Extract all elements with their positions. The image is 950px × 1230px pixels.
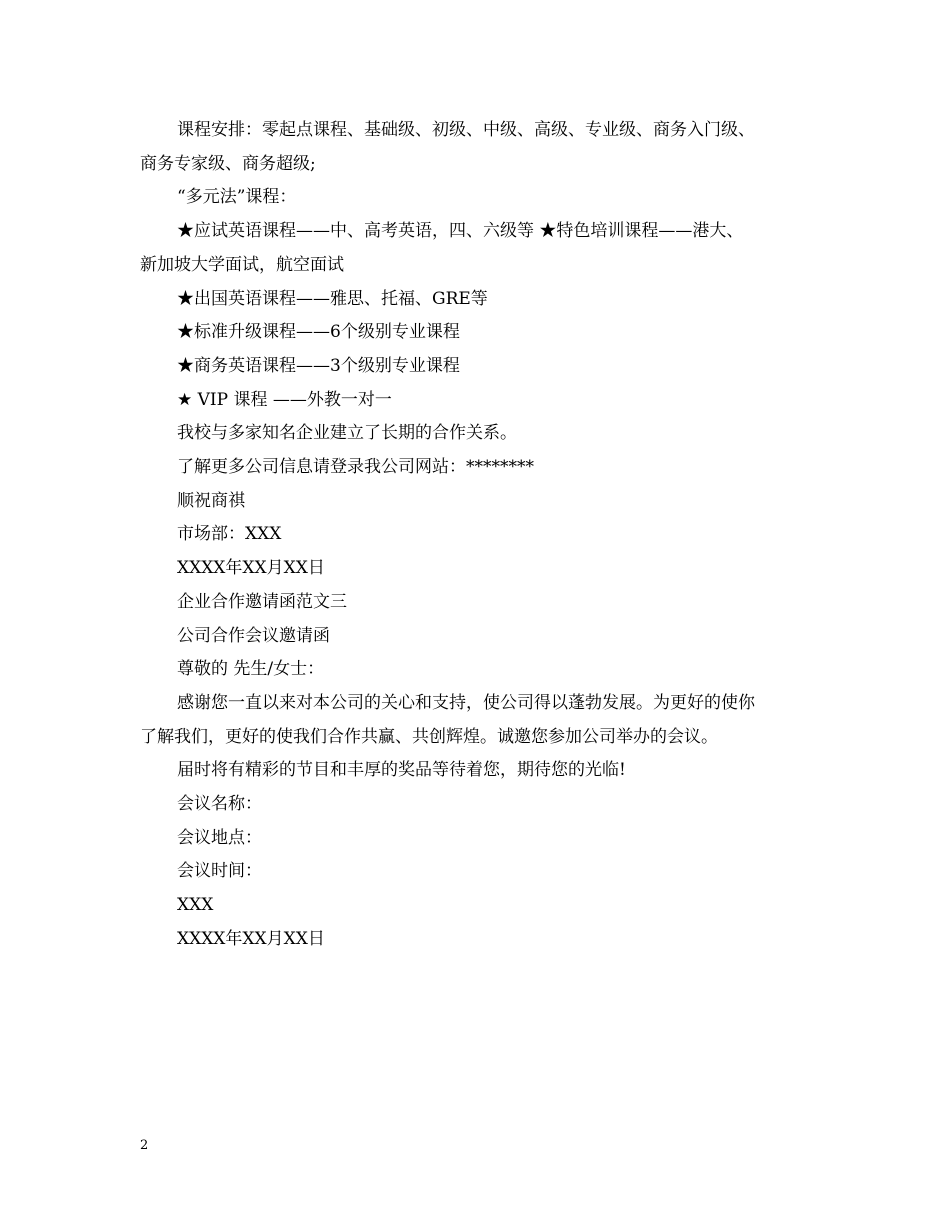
meeting-location-label: 会议地点： [177, 827, 262, 848]
page-number: 2 [140, 1138, 149, 1153]
closing-signature: XXX [177, 895, 214, 916]
signature-department: 市场部：XXX [177, 524, 282, 545]
meeting-time-label: 会议时间： [177, 861, 262, 882]
meeting-name-label: 会议名称： [177, 794, 262, 815]
closing-greeting: 顺祝商祺 [177, 490, 245, 511]
thanks-paragraph-line-cont: 了解我们，更好的使我们合作共赢、共创辉煌。诚邀您参加公司举办的会议。 [140, 726, 718, 747]
course-schedule-line: 课程安排：零起点课程、基础级、初级、中级、高级、专业级、商务入门级、 [177, 120, 755, 140]
partnership-line: 我校与多家知名企业建立了长期的合作关系。 [177, 423, 517, 444]
closing-date: XXXX年XX月XX日 [177, 928, 325, 949]
business-english-course-line: ★商务英语课程——3个级别专业课程 [177, 355, 460, 376]
website-line: 了解更多公司信息请登录我公司网站：******** [177, 457, 534, 478]
multi-method-heading: “多元法”课程： [177, 187, 297, 208]
program-prizes-line: 届时将有精彩的节目和丰厚的奖品等待着您，期待您的光临! [177, 760, 626, 781]
signature-date: XXXX年XX月XX日 [177, 558, 325, 579]
letter-title: 公司合作会议邀请函 [177, 625, 330, 646]
vip-course-line: ★ VIP 课程 ——外教一对一 [177, 389, 392, 410]
document-body [140, 114, 820, 957]
study-abroad-course-line: ★出国英语课程——雅思、托福、GRE等 [177, 288, 488, 309]
special-training-course-line-cont: 新加坡大学面试，航空面试 [140, 254, 344, 275]
sample-heading: 企业合作邀请函范文三 [177, 591, 347, 612]
standard-upgrade-course-line: ★标准升级课程——6个级别专业课程 [177, 322, 460, 343]
exam-english-course-line: ★应试英语课程——中、高考英语，四、六级等 ★特色培训课程——港大、 [177, 221, 744, 242]
thanks-paragraph-line: 感谢您一直以来对本公司的关心和支持，使公司得以蓬勃发展。为更好的使你 [177, 692, 755, 713]
salutation: 尊敬的 先生/女士： [177, 659, 325, 680]
course-schedule-line-cont: 商务专家级、商务超级; [140, 153, 316, 174]
